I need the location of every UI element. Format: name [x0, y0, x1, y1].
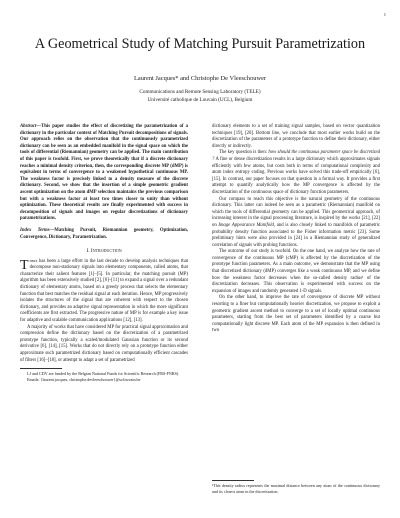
intro-paragraph-1 [20, 259, 188, 325]
right-paragraph-2 [212, 150, 380, 196]
section-heading-introduction: I. Introduction [86, 248, 122, 255]
page-number: 1 [383, 12, 386, 17]
index-terms-text: —Matching Pursuit, Riemannian geometry, Optimization, Convergence, Dictionary, Parametrization. [20, 227, 188, 240]
drop-cap: T [20, 257, 29, 273]
right-column [212, 124, 380, 335]
intro-paragraph-2: A majority of works that have considered MP for practical signal approximation and compression define the dictionary based on the discretization of a parametrized prototype function, typically a scaled/modulated Gaussian function or its second derivative [6], [14], [15]. Works that do not directly rely on a prototype function either approximate such parametrized dictionary based on computationally efficient cascades of filters [16]–[18], or attempt to adapt a set of parametrized [20, 324, 188, 363]
abstract-lead: Abstract [20, 124, 37, 129]
footnote-funding: LJ and CDV are funded by the Belgian National Funds for Scientific Research (FRS-FNRS). [27, 371, 180, 377]
paper-authors: Laurent Jacques* and Christophe De Vleeschouwer [133, 75, 267, 82]
abstract-text: —This paper studies the effect of discretizing the parametrization of a dictionary in the particular context of Matching Pursuit decompositions of signals. Our approach relies on the observation that the continuously parametrized dictionary can be seen as an embedded manifold in the signal space on which the tools of differential (Riemannian) geometry can be applied. The main contribution of this paper is twofold. First, we prove theoretically that if a discrete dictionary reaches a minimal density criterion, then, the corresponding discrete MP (dMP) is equivalent in terms of convergence to a weakened hypothetical continuous MP. The weakness factor is precisely linked to a density measure of the discrete dictionary. Second, we show that the insertion of a simple geometric gradient ascent optimization on the atom dMP selection maintains the previous comparison but with a weakness factor at least two times closer to unity than without optimization. These theoretical results are finally experimented with success in decomposition of signals and images on regular discretizations of dictionary parametrizations. [20, 124, 188, 222]
footnote-rule [20, 368, 62, 369]
footnote-density-radius [212, 476, 380, 494]
key-question: how should the continuous parameter space be discretized ? [212, 150, 380, 162]
paper-title: A Geometrical Study of Matching Pursuit Parametrization [34, 36, 366, 52]
right-paragraph-5: On the other hand, to improve the rate of convergence of discrete MP without resorting to a finer but computationally heavier discretization, we propose to exploit a geometric gradient ascent method to converge to a set of locally optimal continuous parameters, starting from the best set of parameters identified by a coarse but computationally light discrete MP. Each atom of the MP expansion is then defined in two [212, 295, 380, 334]
right-paragraph-3 [212, 197, 380, 250]
right-paragraph-4: The outcome of our study is twofold. On the one hand, we analyze how the rate of convergence of the continuous MP (cMP) is affected by the discretization of the prototype function parameters. As a main outcome, we demonstrate that the MP using that discretized dictionary (dMP) converges like a weak continuous MP, and we define how the weakness factor decreases when the so-called density radius¹ of the discretization decreases. This observation is experimented with success on the expansion of images and randomly generated 1-D signals. [212, 249, 380, 294]
paper-affiliation [20, 88, 380, 104]
right-paragraph-2-text: A fine or dense discretization results in a large dictionary which approximates signals efficiently with few atoms, but costs both in terms of computational complexity and atom index entropy coding. Previous works have solved this trade-off empirically [6], [15]. In contrast, our paper focuses on that question in a formal way. It provides a first attempt to quantify analytically how the MP convergence is affected by the discretization of the continuous space of dictionary function parameters. [212, 156, 380, 195]
right-paragraph-3-lead: Our compass to reach this objective is the natural geometry of the continuous dictionary. This latter can indeed be seen as a parametric (Riemannian) manifold on which the tools of differential geometry can be applied. This geometrical approach, of increasing interest in the signal processing literature, is inspired by the works [21], [22] on [212, 196, 380, 228]
left-column [20, 124, 188, 382]
footnote-emails: Emails: {laurent.jacques, christophe.devleeschouwer}@uclouvain.be [27, 376, 141, 382]
affiliation-line-1: Communications and Remote Sensing Laboratory (TELE) [139, 89, 261, 95]
index-terms [20, 228, 188, 241]
abstract [20, 124, 188, 223]
affiliation-line-2: Université catholique de Louvain (UCL), Belgium [147, 97, 253, 103]
key-question-lead: The key question is then: [219, 150, 269, 156]
footnote-density-text: ¹This density radius represents the maximal distance between any atom of the continuous dictionary and its closest atom in the discretization. [212, 483, 380, 494]
image-appearance-manifold: Image Appearance Manifold [218, 222, 274, 228]
right-paragraph-3-text: , and is also closely linked to manifolds of parametric probability density function associated to the Fisher information metric [23]. Some preliminary hints were also provided in [24] in a Riemannian study of generalized correlation of signals with probing functions. [212, 222, 381, 248]
intro-paragraph-1-text: has been a large effort in the last decade to develop analysis techniques that decompose non-stationary signals into elementary components, called atoms, that characterize their salient features [1]–[5]. In particular, the matching pursuit (MP) algorithm has been extensively studied [2], [6]–[11] to expand a signal over a redundant dictionary of elementary atoms, based on a greedy process that selects the elementary function that best matches the residual signal at each iteration. Hence, MP progressively isolates the structures of the signal that are coherent with respect to the chosen dictionary, and provides an adaptive signal representation in which the more significant coefficients are first extracted. The progressive nature of MP is for example a key issue for adaptive and scalable communication applications [12], [13]. [20, 258, 188, 324]
intro-first-word: here [29, 258, 38, 264]
footnote-rule-right [212, 480, 254, 481]
right-paragraph-1: dictionary elements to a set of training signal samples, based on vector quantization techniques [19], [20]. Bottom line, we conclude that most earlier works build on the discretization of the parameters of a prototype function to define their dictionary, either directly or indirectly. [212, 124, 380, 149]
index-terms-lead: Index Terms [20, 227, 50, 233]
